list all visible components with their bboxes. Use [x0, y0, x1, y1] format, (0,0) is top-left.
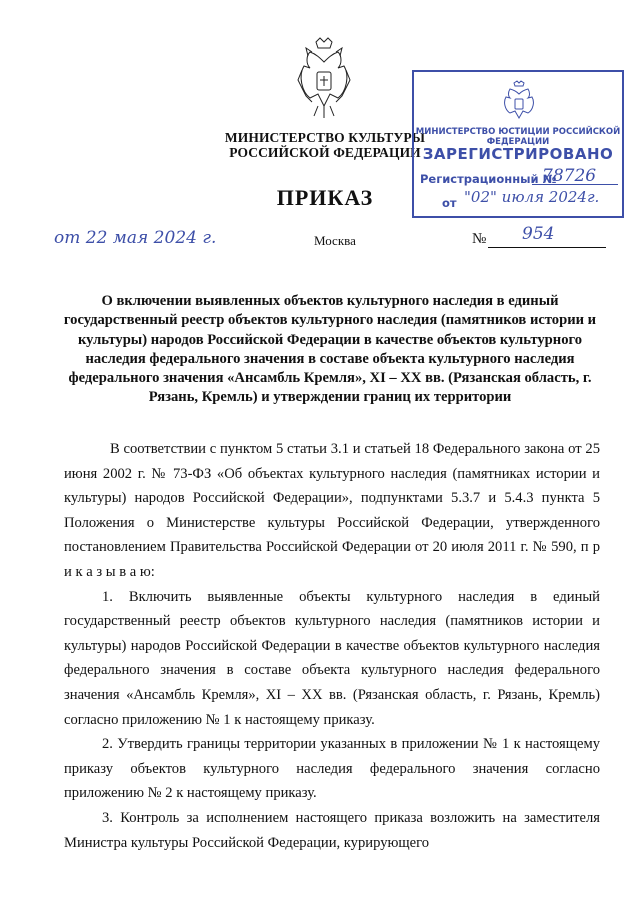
stamp-registered-label: ЗАРЕГИСТРИРОВАНО: [422, 145, 614, 163]
stamp-date: "02" июля 2024г.: [464, 188, 600, 206]
ministry-line-1: МИНИСТЕРСТВО КУЛЬТУРЫ: [224, 130, 426, 145]
order-city: Москва: [314, 233, 356, 248]
order-date: от 22 мая 2024 г.: [54, 228, 217, 248]
body-item-3: 3. Контроль за исполнением настоящего приказа возложить на заместителя Министра культуры Российской Федерации, курирующего: [64, 809, 600, 851]
body-item-1: 1. Включить выявленные объекты культурного наследия в единый государственный реестр объектов культурного наследия (памятников истории и культуры) народов Российской Федерации в качестве объектов культурного наследия федерального значения в составе объекта культурного наследия федерального значения «Ансамбль Кремля», XI – XX вв. (Рязанская область, г. Рязань, Кремль) согласно приложению № 1 к настоящему приказу.: [64, 588, 600, 728]
ministry-name: [210, 130, 440, 160]
ministry-line-2: РОССИЙСКОЙ ФЕДЕРАЦИИ: [229, 145, 421, 160]
stamp-emblem-icon: [502, 80, 536, 124]
order-number-underline: [488, 247, 606, 248]
order-number-label: №: [472, 231, 487, 247]
stamp-from-label: от: [442, 196, 457, 210]
order-body: [64, 437, 600, 855]
body-preamble: В соответствии с пунктом 5 статьи 3.1 и статьей 18 Федерального закона от 25 июня 2002 г. № 73-ФЗ «Об объектах культурного наследия (памятниках истории и культуры) народов Российской Федерации», подпунктами 5.3.7 и 5.4.3 пункта 5 Положения о Министерстве культуры Российской Федерации, утвержденного постановлением Правительства Российской Федерации от 20 июля 2011 г. № 590, п р и к а з ы в а ю:: [64, 441, 600, 580]
stamp-ministry-line: МИНИСТЕРСТВО ЮСТИЦИИ РОССИЙСКОЙ ФЕДЕРАЦИИ: [415, 127, 621, 147]
order-title: ПРИКАЗ: [276, 185, 374, 210]
order-number: 954: [522, 224, 555, 244]
registration-stamp: [412, 70, 624, 218]
stamp-reg-number-label: Регистрационный №: [420, 172, 557, 186]
coat-of-arms-emblem: [296, 36, 352, 122]
order-subject: О включении выявленных объектов культурного наследия в единый государственный реестр объектов культурного наследия (памятников истории и культуры) народов Российской Федерации в качестве объектов культурного наследия федерального значения в составе объекта культурного наследия федерального значения «Ансамбль Кремля», XI – XX вв. (Рязанская область, г. Рязань, Кремль) и утверждении границ их территории: [63, 293, 597, 406]
stamp-reg-underline: [532, 184, 618, 185]
stamp-reg-number: 78726: [542, 166, 597, 186]
body-item-2: 2. Утвердить границы территории указанных в приложении № 1 к настоящему приказу объектов культурного наследия федерального значения согласно приложению № 2 к настоящему приказу.: [64, 736, 600, 802]
